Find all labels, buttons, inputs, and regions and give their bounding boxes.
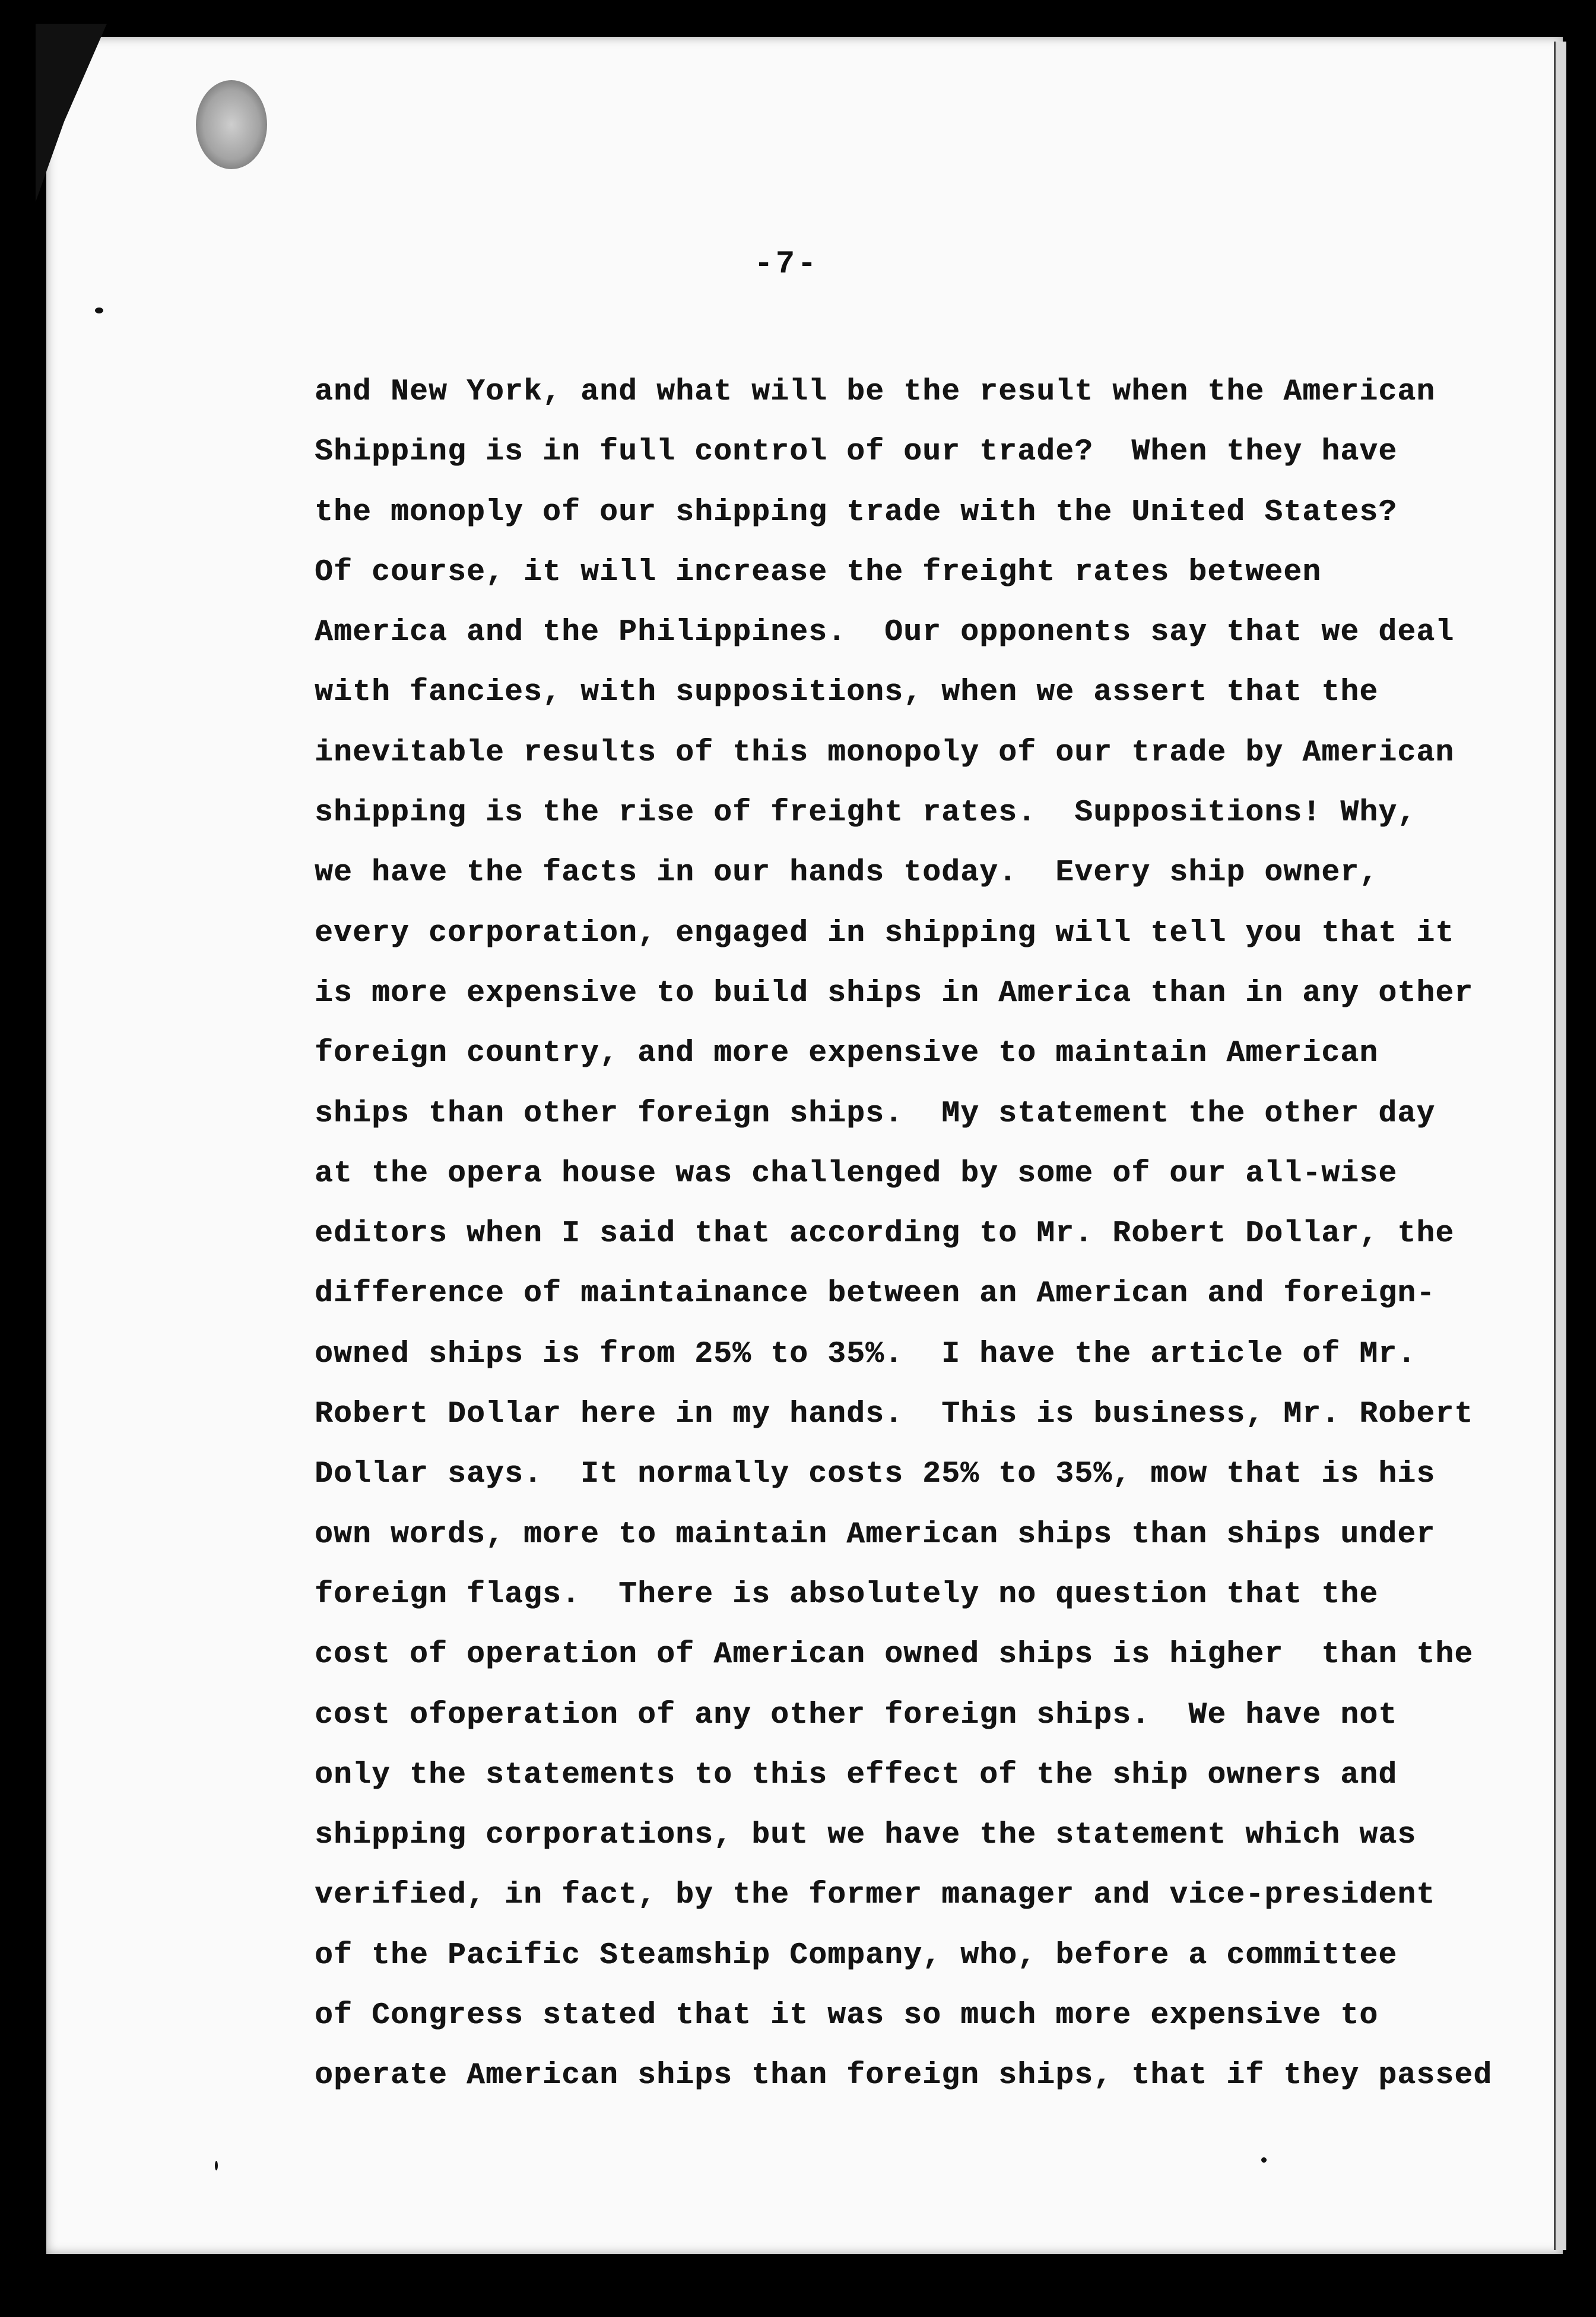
text-line: shipping is the rise of freight rates. Suppositions! Why,: [315, 796, 1417, 831]
text-line: only the statements to this effect of the ship owners and: [315, 1758, 1398, 1792]
text-line: verified, in fact, by the former manager and vice-president: [315, 1878, 1436, 1913]
punch-hole: [196, 80, 267, 169]
text-line: editors when I said that according to Mr. Robert Dollar, the: [315, 1217, 1455, 1251]
underlying-sheet-edge: [1554, 42, 1566, 2250]
text-line: is more expensive to build ships in America than in any other: [315, 976, 1474, 1010]
text-line: foreign country, and more expensive to maintain American: [315, 1037, 1379, 1071]
text-line: with fancies, with suppositions, when we assert that the: [315, 676, 1379, 710]
text-line: Robert Dollar here in my hands. This is business, Mr. Robert: [315, 1397, 1474, 1432]
ink-speck: [95, 308, 103, 313]
text-line: Shipping is in full control of our trade? When they have: [315, 435, 1398, 470]
ink-speck: [1261, 2157, 1267, 2163]
text-line: we have the facts in our hands today. Every ship owner,: [315, 856, 1379, 890]
text-line: owned ships is from 25% to 35%. I have the article of Mr.: [315, 1337, 1417, 1371]
text-line: inevitable results of this monopoly of our trade by American: [315, 736, 1455, 770]
text-line: cost of operation of American owned ships is higher than the: [315, 1638, 1474, 1672]
text-line: of the Pacific Steamship Company, who, before a committee: [315, 1938, 1398, 1973]
text-line: ships than other foreign ships. My statement the other day: [315, 1096, 1436, 1131]
text-line: shipping corporations, but we have the statement which was: [315, 1818, 1417, 1853]
text-line: at the opera house was challenged by some of our all-wise: [315, 1156, 1398, 1191]
body-text: [315, 362, 1493, 2106]
ink-speck: [215, 2161, 218, 2170]
text-line: difference of maintainance between an American and foreign-: [315, 1277, 1436, 1311]
text-line: America and the Philippines. Our opponents say that we deal: [315, 616, 1455, 650]
text-line: foreign flags. There is absolutely no question that the: [315, 1577, 1379, 1612]
text-line: and New York, and what will be the result when the American: [315, 375, 1436, 409]
text-line: own words, more to maintain American ships than ships under: [315, 1517, 1436, 1552]
text-line: every corporation, engaged in shipping will tell you that it: [315, 916, 1455, 950]
text-line: of Congress stated that it was so much more expensive to: [315, 1999, 1379, 2033]
text-line: cost ofoperation of any other foreign ships. We have not: [315, 1698, 1398, 1732]
text-line: the monoply of our shipping trade with the United States?: [315, 495, 1398, 530]
text-line: operate American ships than foreign ships, that if they passed: [315, 2059, 1493, 2093]
text-line: Of course, it will increase the freight rates between: [315, 555, 1322, 589]
page-number: -7-: [754, 246, 819, 283]
text-line: Dollar says. It normally costs 25% to 35%, mow that is his: [315, 1457, 1436, 1492]
